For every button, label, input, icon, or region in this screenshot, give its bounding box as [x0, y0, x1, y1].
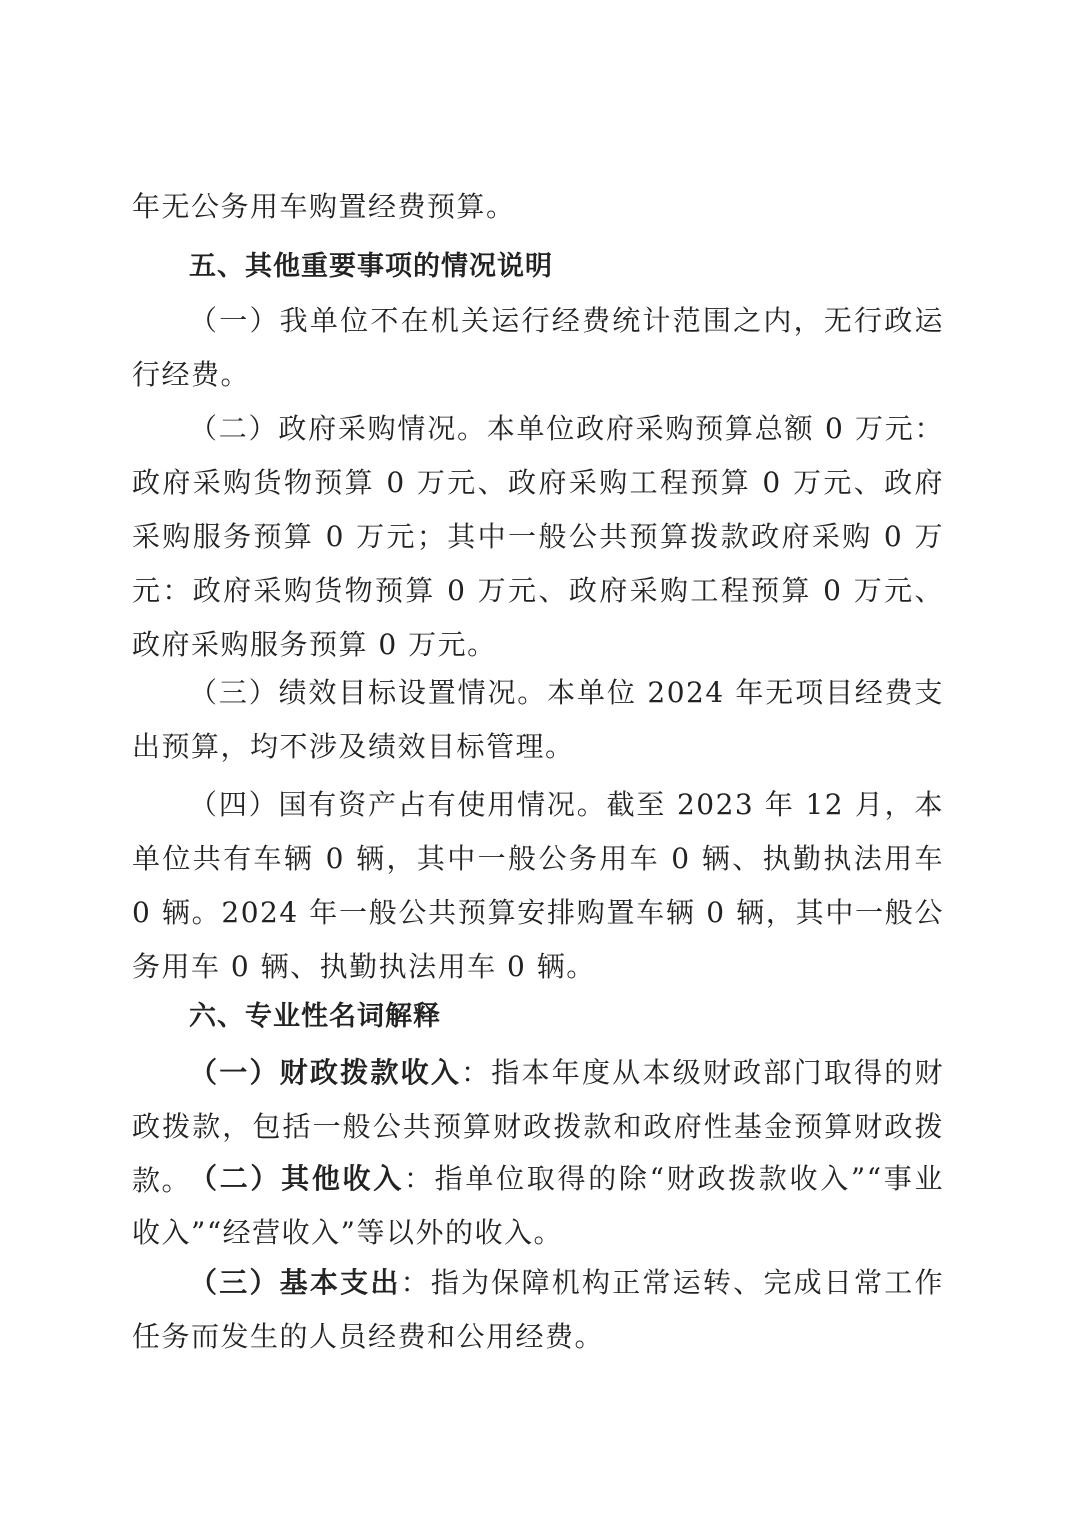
term-label: （二）其他收入: [189, 1162, 404, 1195]
section-5-item-1: （一）我单位不在机关运行经费统计范围之内，无行政运行经费。: [132, 304, 944, 391]
section-5-item-3: （三）绩效目标设置情况。本单位 2024 年无项目经费支出预算，均不涉及绩效目标管理。: [132, 676, 944, 763]
term-label: （三）基本支出: [189, 1266, 401, 1299]
term-text: ：指为保障机构正常运转、完成日常工作任务而发生的人员经费和公用经费。: [132, 1266, 944, 1353]
term-label: （一）财政拨款收入: [189, 1056, 462, 1089]
section-6-heading: 六、专业性名词解释: [189, 1001, 441, 1032]
section-5-item-4: （四）国有资产占有使用情况。截至 2023 年 12 月，本单位共有车辆 0 辆，其中一般公务用车 0 辆、执勤执法用车 0 辆。2024 年一般公共预算安排购置车辆 0 辆，其中一般公务用车 0 辆、执勤执法用车 0 辆。: [132, 788, 944, 983]
term-definition: [132, 1152, 944, 1260]
term-text: ：指单位取得的除“财政拨款收入”“事业收入”“经营收入”等以外的收入。: [132, 1162, 944, 1249]
section-5-heading: 五、其他重要事项的情况说明: [189, 251, 553, 282]
term-definition: [132, 1256, 944, 1364]
term-text: ：指本年度从本级财政部门取得的财政拨款，包括一般公共预算财政拨款和政府性基金预算财政拨款。: [132, 1056, 944, 1197]
continuation-paragraph: 年无公务用车购置经费预算。: [132, 190, 516, 223]
section-5-item-2: （二）政府采购情况。本单位政府采购预算总额 0 万元：政府采购货物预算 0 万元、政府采购工程预算 0 万元、政府采购服务预算 0 万元；其中一般公共预算拨款政府采购 0 万元：政府采购货物预算 0 万元、政府采购工程预算 0 万元、政府采购服务预算 0 万元。: [132, 412, 944, 661]
